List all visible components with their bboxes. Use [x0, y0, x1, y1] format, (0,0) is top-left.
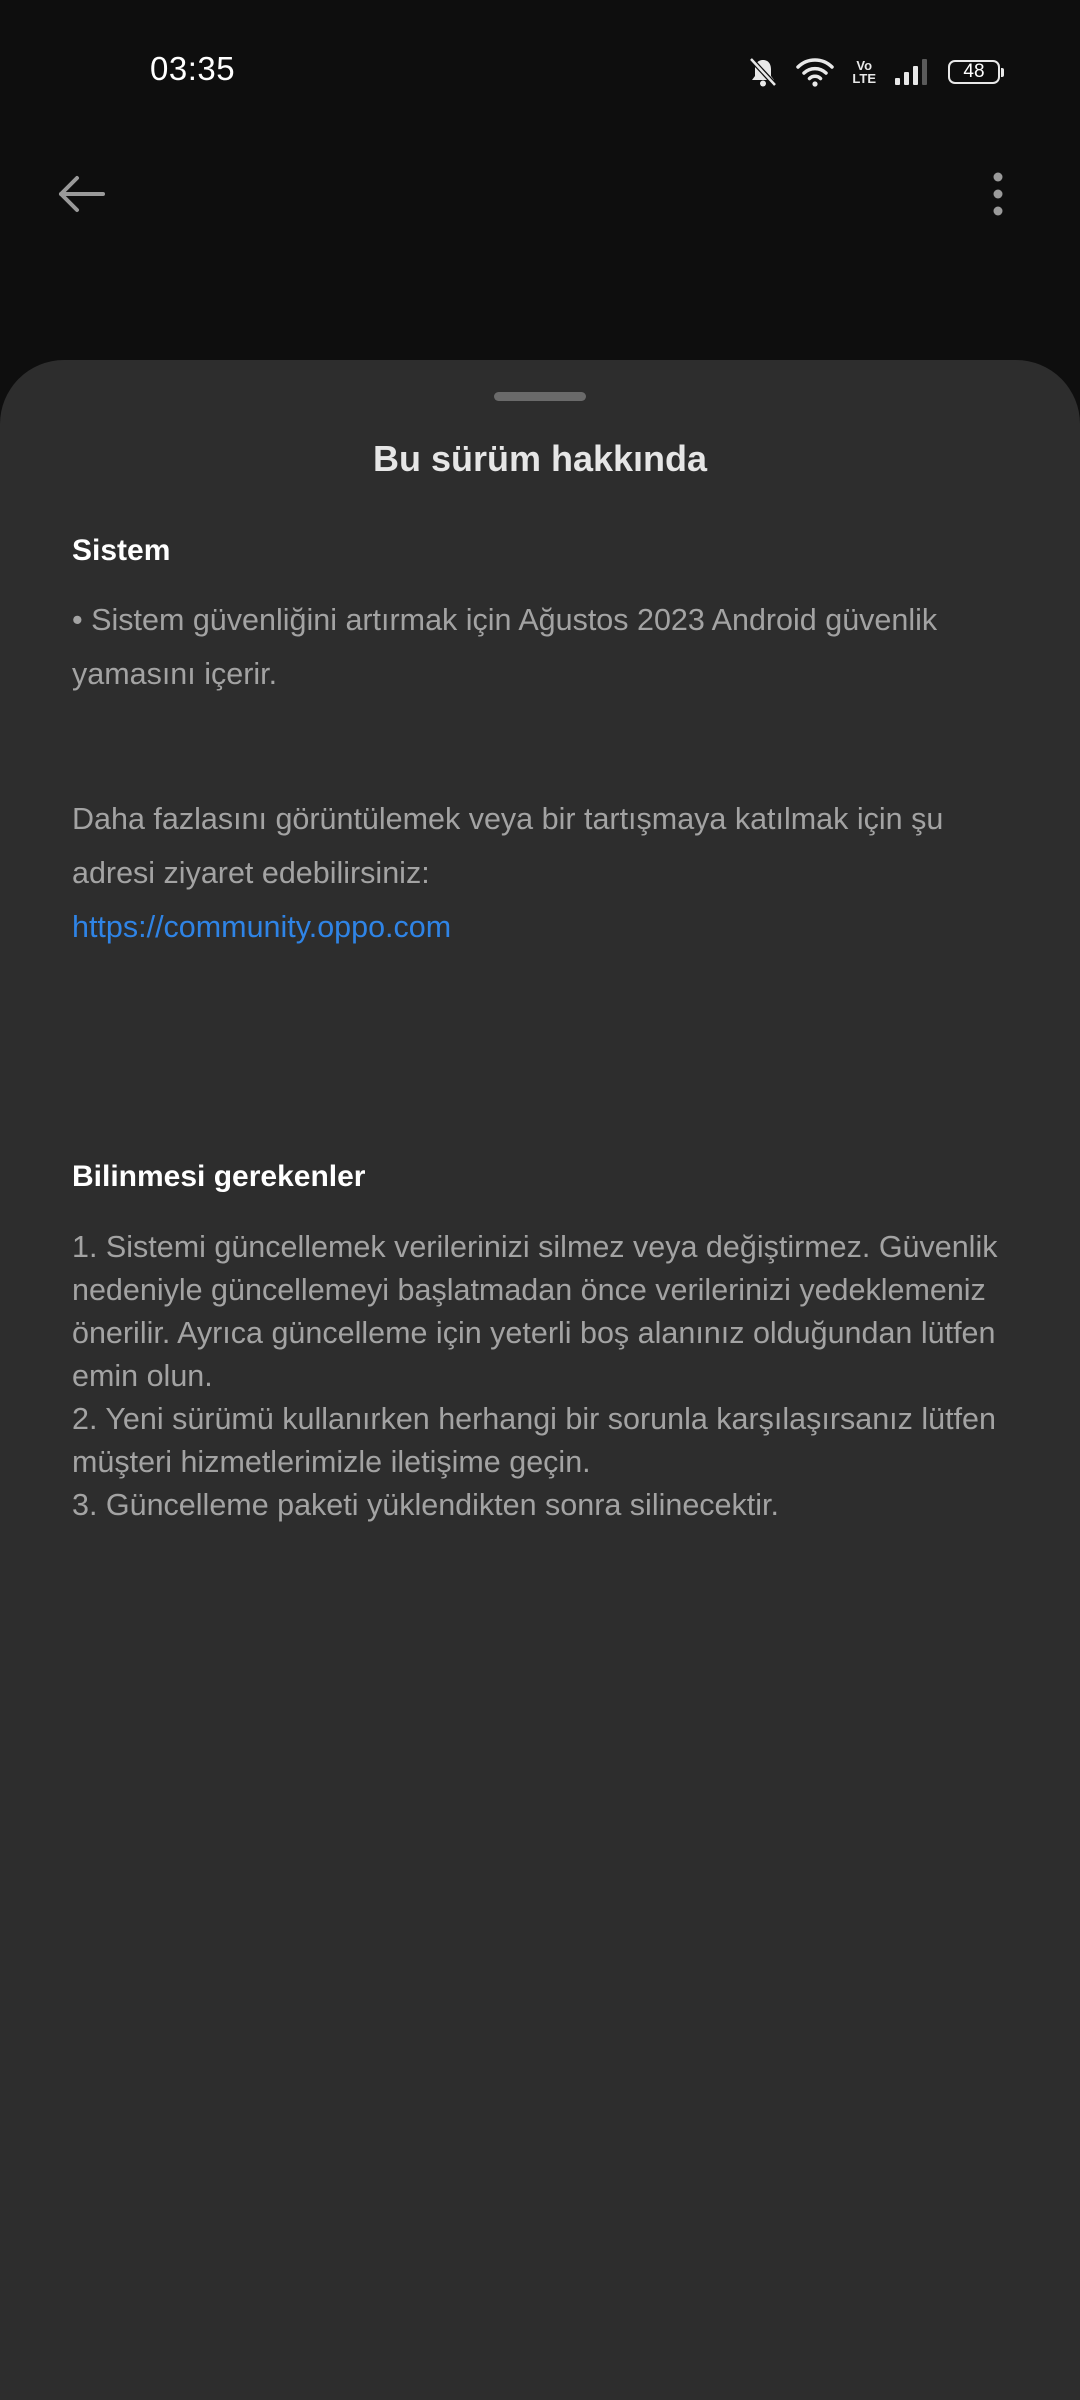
notes-list — [72, 1226, 1008, 1527]
signal-icon — [894, 58, 930, 86]
system-section-bullet: • Sistem güvenliğini artırmak için Ağustos 2023 Android güvenlik yamasını içerir. — [72, 603, 938, 691]
back-button[interactable] — [48, 160, 116, 228]
release-notes-sheet — [0, 360, 1080, 2400]
status-time: 03:35 — [150, 50, 236, 87]
community-link[interactable]: https://community.oppo.com — [72, 910, 452, 944]
bell-off-icon — [748, 56, 778, 88]
volte-icon — [852, 59, 876, 85]
battery-icon — [948, 60, 1000, 84]
system-section-heading: Sistem — [72, 534, 171, 567]
community-text: Daha fazlasını görüntülemek veya bir tartışmaya katılmak için şu adresi ziyaret edebilirsiniz: — [72, 802, 944, 890]
volte-label-bottom: LTE — [852, 71, 876, 86]
volte-label-top: Vo — [856, 58, 873, 73]
status-icons — [748, 52, 1000, 92]
notes-section-heading: Bilinmesi gerekenler — [72, 1160, 366, 1193]
battery-level: 48 — [963, 61, 985, 82]
drag-handle[interactable] — [494, 392, 586, 401]
note-item-2: 2. Yeni sürümü kullanırken herhangi bir sorunla karşılaşırsanız lütfen müşteri hizmetlerimizle iletişime geçin. — [72, 1402, 996, 1479]
more-options-button[interactable] — [964, 160, 1032, 228]
status-bar — [0, 0, 1080, 140]
wifi-icon — [796, 57, 834, 87]
note-item-3: 3. Güncelleme paketi yüklendikten sonra silinecektir. — [72, 1488, 779, 1522]
arrow-left-icon — [57, 174, 107, 214]
sheet-title: Bu sürüm hakkında — [372, 438, 708, 479]
more-vertical-icon — [992, 172, 1004, 216]
note-item-1: 1. Sistemi güncellemek verilerinizi silmez veya değiştirmez. Güvenlik nedeniyle güncellemeyi başlatmadan önce verilerinizi yedeklemeniz önerilir. Ayrıca güncelleme için yeterli boş alanınız olduğundan lütfen emin olun. — [72, 1230, 998, 1393]
